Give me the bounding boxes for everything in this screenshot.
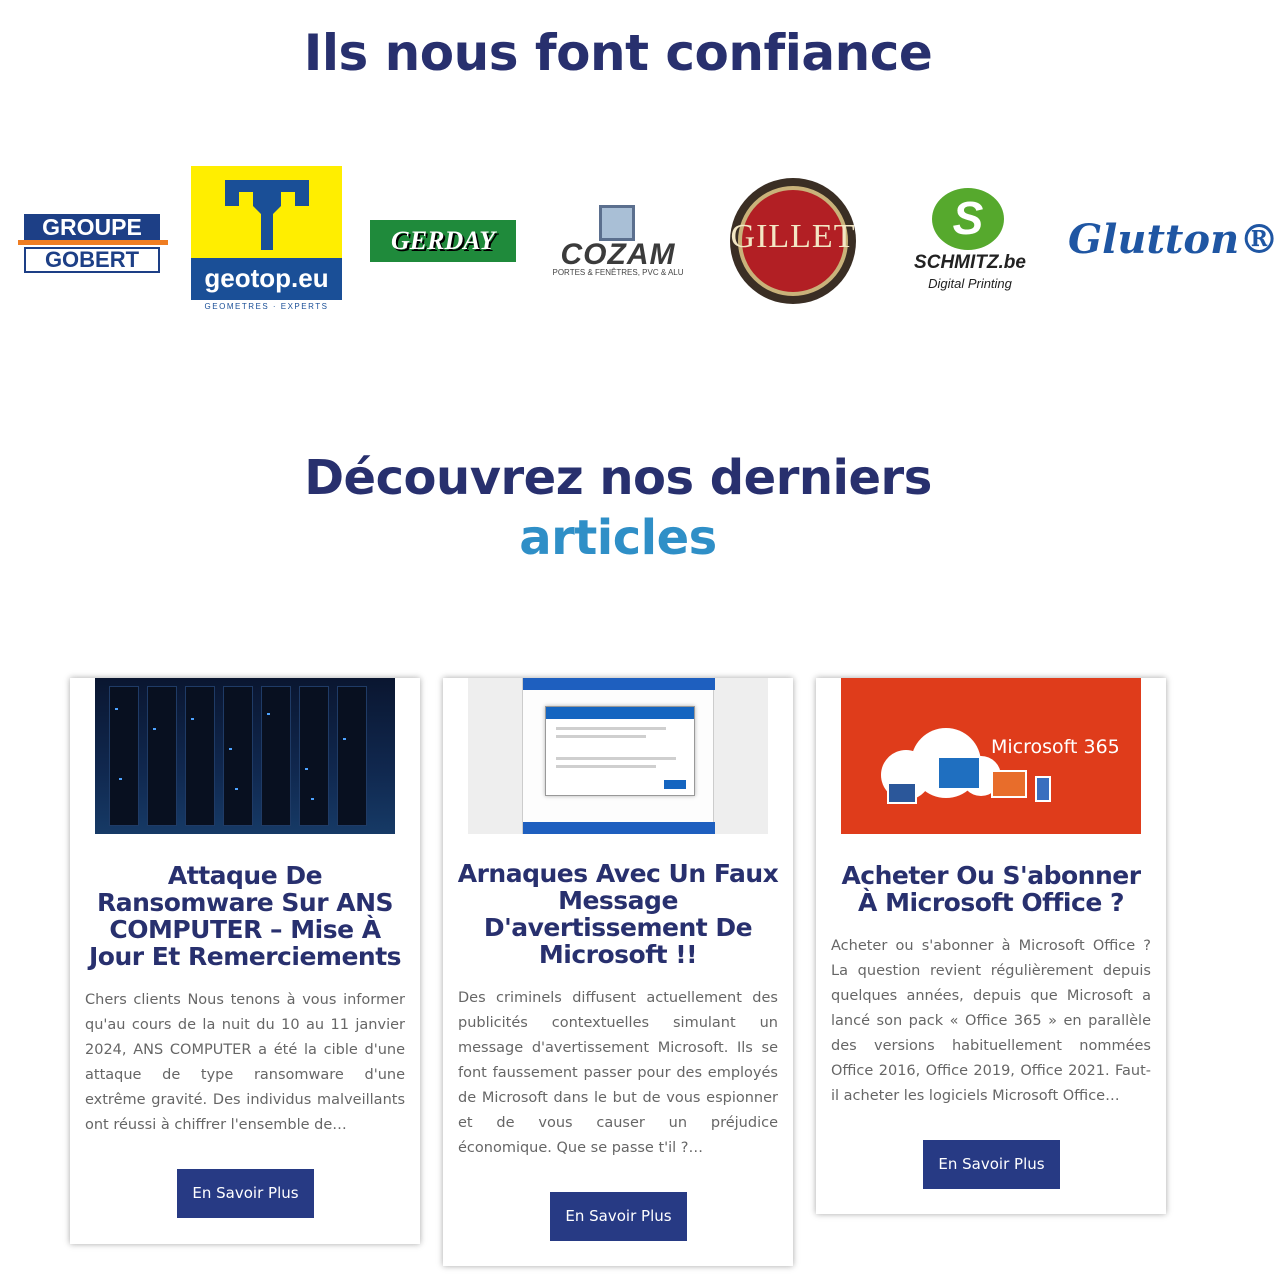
gobert-line2: GOBERT <box>24 247 160 273</box>
read-more-button[interactable]: En Savoir Plus <box>923 1140 1060 1189</box>
articles-title-accent: articles <box>519 510 717 566</box>
geotop-tagline: GEOMETRES · EXPERTS <box>204 302 329 311</box>
logo-schmitz <box>900 188 1040 298</box>
article-card-office <box>816 678 1166 1214</box>
read-more-button[interactable]: En Savoir Plus <box>550 1192 687 1241</box>
gillet-name: GILLET <box>730 218 856 255</box>
read-more-button[interactable]: En Savoir Plus <box>177 1169 314 1218</box>
schmitz-name: SCHMITZ.be <box>914 252 1026 273</box>
article-card-ransomware <box>70 678 420 1244</box>
article-excerpt: Des criminels diffusent actuellement des publicités contextuelles simulant un message d'avertissement Microsoft. Ils se font faussement passer pour des employés de Microsoft dans le but de vous espionner et de vous causer un préjudice économique. Que se passe t'il ?… <box>458 990 778 1156</box>
article-excerpt: Chers clients Nous tenons à vous informer qu'au cours de la nuit du 10 au 11 janvier 2024, ANS COMPUTER a été la cible d'une attaque de type ransomware d'une extrême gravité. Des individus malveillants ont réussi à chiffrer l'ensemble de… <box>85 992 405 1133</box>
article-image-microsoft-365[interactable] <box>841 678 1141 834</box>
cozam-tagline: PORTES & FENÊTRES, PVC & ALU <box>552 268 684 277</box>
gobert-line1: GROUPE <box>24 214 160 240</box>
trust-section-title: Ils nous font confiance <box>303 24 933 82</box>
schmitz-tagline: Digital Printing <box>928 276 1012 291</box>
article-title[interactable]: Arnaques Avec Un Faux Message D'avertissement De Microsoft !! <box>457 859 779 969</box>
gobert-divider <box>18 240 168 245</box>
geotop-name: geotop.eu <box>191 258 342 300</box>
article-image-servers[interactable] <box>95 678 395 834</box>
article-title[interactable]: Attaque De Ransomware Sur ANS COMPUTER – Mise À Jour Et Remerciements <box>88 861 402 971</box>
logo-gerday: GERDAY <box>370 220 516 262</box>
logo-gillet <box>730 178 856 304</box>
article-excerpt: Acheter ou s'abonner à Microsoft Office ? La question revient régulièrement depuis quelques années, depuis que Microsoft a lancé son pack « Office 365 » en parallèle des versions habituellement nommées Office 2016, Office 2019, Office 2021. Faut-il acheter les logiciels Microsoft Office… <box>831 938 1151 1104</box>
logo-groupe-gobert <box>18 210 168 276</box>
geotop-emblem <box>191 166 342 258</box>
geotop-mark-icon <box>191 166 342 258</box>
article-card-fake-microsoft <box>443 678 793 1266</box>
article-image-fake-warning[interactable] <box>468 678 768 834</box>
articles-section-title <box>0 448 1236 568</box>
logo-cozam <box>545 202 691 282</box>
microsoft-365-label: Microsoft 365 <box>991 736 1120 758</box>
cozam-door-icon <box>599 205 635 241</box>
logo-geotop <box>191 166 342 314</box>
article-title[interactable]: Acheter Ou S'abonner À Microsoft Office ? <box>841 861 1141 917</box>
cozam-name: COZAM <box>560 238 676 271</box>
schmitz-swirl-icon: S <box>932 188 1004 250</box>
logo-glutton: Glutton® <box>1068 216 1279 263</box>
articles-title-main: Découvrez nos derniers <box>304 450 932 506</box>
